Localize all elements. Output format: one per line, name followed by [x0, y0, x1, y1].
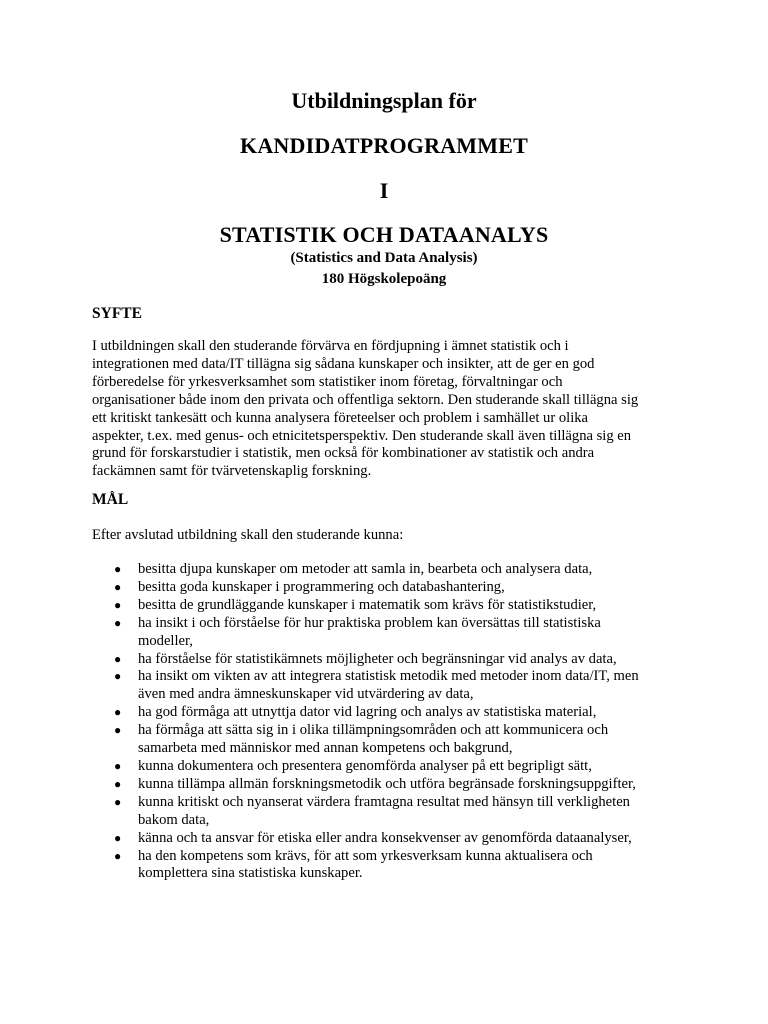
section-heading-syfte: SYFTE [92, 305, 142, 322]
title-line-2: KANDIDATPROGRAMMET [240, 133, 528, 158]
syfte-line: ett kritiskt tankesätt och kunna analysera företeelser och problem i samhället ur olika [92, 409, 589, 426]
mal-bullet-list [92, 561, 692, 883]
bullet-icon: ● [114, 776, 122, 791]
list-item-text: modeller, [138, 632, 193, 649]
title-line-4: STATISTIK OCH DATAANALYS [219, 222, 549, 247]
syfte-line: fackämnen samt för tvärvetenskaplig forskning. [92, 463, 372, 480]
bullet-icon: ● [114, 830, 122, 845]
list-item-text: ha insikt om vikten av att integrera statistisk metodik med metoder inom data/IT, men [138, 668, 639, 685]
mal-intro: Efter avslutad utbildning skall den studerande kunna: [92, 527, 404, 543]
bullet-icon: ● [114, 758, 122, 773]
list-item-text: kunna tillämpa allmän forskningsmetodik och utföra begränsade forskningsuppgifter, [138, 775, 636, 792]
section-heading-mal: MÅL [92, 491, 129, 508]
list-item [92, 561, 692, 579]
list-item [92, 704, 692, 722]
subtitle: (Statistics and Data Analysis) [290, 250, 478, 266]
bullet-icon: ● [114, 562, 122, 576]
title-line-3: I [379, 178, 389, 203]
list-item-text: ha insikt i och förståelse för hur praktiska problem kan översättas till statistiska [138, 614, 601, 631]
list-item [92, 776, 692, 794]
list-item [92, 794, 692, 830]
list-item-text: kunna dokumentera och presentera genomförda analyser på ett begripligt sätt, [138, 757, 592, 774]
bullet-icon: ● [114, 651, 122, 666]
list-item [92, 615, 692, 651]
list-item-text: bakom data, [138, 811, 210, 828]
title-line-1: Utbildningsplan för [291, 88, 477, 113]
syfte-line: förberedelse för yrkesverksamhet som statistiker inom företag, förvaltningar och [92, 373, 563, 390]
bullet-icon: ● [114, 848, 122, 863]
list-item-text: besitta de grundläggande kunskaper i matematik som krävs för statistikstudier, [138, 596, 597, 613]
list-item-text: besitta goda kunskaper i programmering och databashantering, [138, 578, 505, 595]
list-item-text: känna och ta ansvar för etiska eller andra konsekvenser av genomförda dataanalyser, [138, 829, 632, 846]
list-item [92, 848, 692, 884]
bullet-icon: ● [114, 794, 122, 809]
syfte-line: aspekter, t.ex. med genus- och etnicitetsperspektiv. Den studerande skall även tillägna sig en [92, 427, 632, 444]
syfte-line: organisationer både inom den privata och offentliga sektorn. Den studerande skall tillägna sig [92, 391, 639, 408]
syfte-line: I utbildningen skall den studerande förvärva en fördjupning i ämnet statistik och i [92, 338, 569, 354]
bullet-icon: ● [114, 615, 122, 630]
list-item-text: besitta djupa kunskaper om metoder att samla in, bearbeta och analysera data, [138, 561, 593, 577]
bullet-icon: ● [114, 723, 122, 738]
bullet-icon: ● [114, 669, 122, 684]
list-item-text: komplettera sina statistiska kunskaper. [138, 865, 363, 882]
syfte-line: grund för forskarstudier i statistik, men också för kombinationer av statistik och andra [92, 445, 595, 462]
list-item-text: även med andra ämneskunskaper vid utvärdering av data, [138, 686, 474, 703]
bullet-icon: ● [114, 597, 122, 612]
bullet-icon: ● [114, 705, 122, 720]
syfte-paragraph [92, 338, 652, 481]
credits: 180 Högskolepoäng [321, 271, 447, 287]
syfte-line: integrationen med data/IT tillägna sig sådana kunskaper och insikter, att de ger en god [92, 355, 595, 372]
list-item [92, 579, 692, 597]
list-item-text: kunna kritiskt och nyanserat värdera framtagna resultat med hänsyn till verkligheten [138, 793, 630, 810]
list-item-text: ha god förmåga att utnyttja dator vid lagring och analys av statistiska material, [138, 704, 597, 721]
list-item [92, 668, 692, 704]
list-item [92, 830, 692, 848]
list-item [92, 722, 692, 758]
list-item [92, 651, 692, 669]
list-item-text: ha förståelse för statistikämnets möjligheter och begränsningar vid analys av data, [138, 650, 617, 667]
list-item [92, 597, 692, 615]
list-item-text: ha förmåga att sätta sig in i olika tillämpningsområden och att kommunicera och [138, 722, 609, 739]
bullet-icon: ● [114, 579, 122, 594]
list-item [92, 758, 692, 776]
list-item-text: ha den kompetens som krävs, för att som yrkesverksam kunna aktualisera och [138, 847, 593, 864]
list-item-text: samarbeta med människor med annan kompetens och bakgrund, [138, 740, 513, 757]
